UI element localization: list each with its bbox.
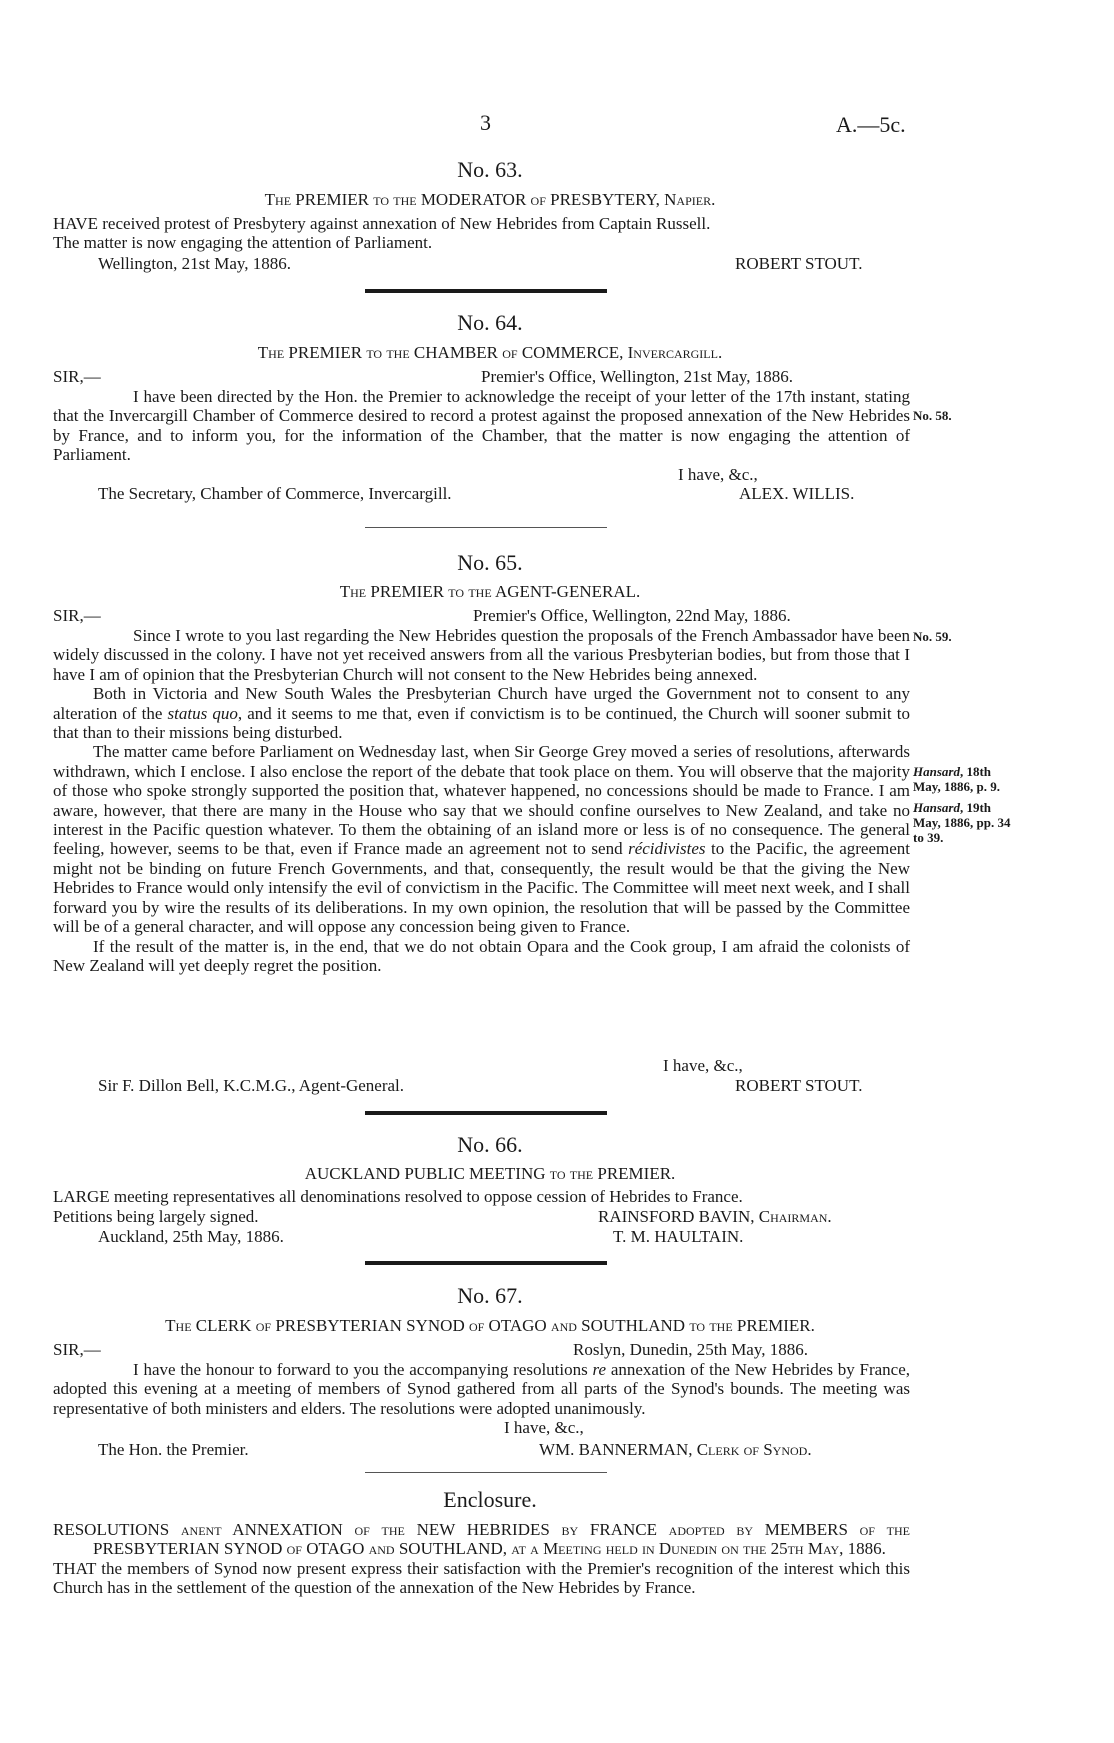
enclosure-resolutions-title: RESOLUTIONS anent ANNEXATION of the NEW HEBRIDES by FRANCE adopted by MEMBERS of the PRESBYTERIAN SYNOD of OTAGO and SOUTHLAND, at a Meeting held in Dunedin on the 25th May, 1886.	[53, 1520, 910, 1559]
doc-65-margin-note-3	[913, 800, 1013, 845]
doc-67-closing: I have, &c.,	[498, 1418, 584, 1438]
doc-65-p3-b: to the Pacific, the agreement might not be binding on future French Governments, and that, consequently, the result would be that the giving the New Hebrides to France would only intensify the evil of convictism in the Pacific. The Committee will meet next week, and I shall forward you by wire the results of its deliberations. In my own opinion, the resolution that will be passed by the Committee will be of a general character, and will oppose any concession being given to France.	[53, 839, 910, 937]
doc-63-number: No. 63.	[457, 157, 523, 182]
divider-66-67	[365, 1261, 607, 1265]
doc-67-body-a: I have the honour to forward to you the accompanying resolutions	[133, 1360, 593, 1379]
doc-67-address: Roslyn, Dunedin, 25th May, 1886.	[573, 1340, 809, 1359]
doc-65-p2-a: Both in Victoria and New South Wales the Presbyterian Church have urged the Government not to consent to any alteration of the	[53, 684, 910, 723]
doc-65-margin-note-2	[913, 764, 1013, 794]
doc-67-body-b: annexation of the New Hebrides by France, adopted this evening at a meeting of members of Synod gathered from all parts of the Synod's bounds. The meeting was representative of both ministers and elders. The resolutions were adopted unanimously.	[53, 1360, 911, 1418]
doc-63-place-date: Wellington, 21st May, 1886.	[98, 254, 292, 273]
doc-66-number: No. 66.	[457, 1132, 523, 1157]
enclosure-heading: Enclosure.	[443, 1487, 537, 1512]
doc-65-addressee: Sir F. Dillon Bell, K.C.M.G., Agent-General.	[98, 1076, 405, 1095]
divider-65-66	[365, 1111, 607, 1115]
doc-63-signature: ROBERT STOUT.	[735, 254, 863, 273]
doc-64-address: Premier's Office, Wellington, 21st May, 1886.	[481, 367, 794, 386]
divider-67-enclosure	[365, 1472, 607, 1473]
doc-65-body	[53, 626, 910, 975]
doc-65-p3-italic: récidivistes	[628, 839, 706, 859]
doc-64-margin-note: No. 58.	[913, 408, 952, 423]
doc-65-paragraph-1: Since I wrote to you last regarding the New Hebrides question the proposals of the French Ambassador have been widely discussed in the colony. I have not yet received answers from all the various Presbyterian bodies, but from those that I have I am of opinion that the Presbyterian Church will not consent to the New Hebrides being annexed.	[53, 626, 910, 684]
doc-65-closing: I have, &c.,	[663, 1056, 743, 1075]
doc-65-title: The PREMIER to the AGENT-GENERAL.	[339, 582, 641, 601]
doc-65-salutation: SIR,—	[53, 606, 101, 625]
doc-67-number: No. 67.	[457, 1283, 523, 1308]
doc-64-signature: ALEX. WILLIS.	[739, 484, 855, 503]
doc-66-body	[53, 1187, 910, 1206]
doc-67-body	[53, 1360, 910, 1418]
doc-65-p2-b: , and it seems to me that, even if convictism is to be continued, the Church will sooner submit to that than to their missions being disturbed.	[53, 703, 910, 743]
doc-65-margin-note-1: No. 59.	[913, 629, 952, 644]
doc-63-body	[53, 214, 910, 253]
doc-64-body	[53, 387, 910, 465]
doc-64-addressee: The Secretary, Chamber of Commerce, Invercargill.	[98, 484, 452, 503]
page-number: 3	[480, 110, 491, 135]
doc-65-p3-a: The matter came before Parliament on Wednesday last, when Sir George Grey moved a series of resolutions, afterwards withdrawn, which I enclose. I also enclose the report of the debate that took place on them. You will observe that the majority of those who spoke strongly supported the position that, whatever happened, no concessions should be made to France. I am aware, however, that there are many in the House who say that we should confine ourselves to New Zealand, and take no interest in the Pacific question whatever. To them the obtaining of an island more or less is of no consequence. The general feeling, however, seems to be that, even if France made an agreement not to send	[53, 742, 910, 859]
doc-65-margin-2-rest: , 18th May, 1886, p. 9.	[913, 764, 1001, 794]
doc-65-signature: ROBERT STOUT.	[735, 1076, 863, 1095]
doc-65-paragraph-2	[53, 684, 910, 742]
divider-64-65	[365, 527, 607, 528]
document-reference: A.—5c.	[836, 112, 906, 137]
doc-66-signature: T. M. HAULTAIN.	[613, 1227, 744, 1246]
doc-64-closing: I have, &c.,	[678, 465, 758, 484]
doc-65-margin-3-italic: Hansard	[913, 800, 960, 815]
doc-65-p2-italic: status quo	[167, 703, 238, 723]
doc-64-paragraph: I have been directed by the Hon. the Premier to acknowledge the receipt of your letter of the 17th instant, stating that the Invercargill Chamber of Commerce desired to record a protest against the proposed annexation of the New Hebrides by France, and to inform you, for the information of the Chamber, that the matter is now engaging the attention of Parliament.	[53, 387, 910, 465]
enclosure-resolution-1: THAT the members of Synod now present express their satisfaction with the Premier's recognition of the interest which this Church has in the settlement of the question of the annexation of the New Hebrides by France.	[53, 1558, 910, 1598]
doc-65-paragraph-4: If the result of the matter is, in the end, that we do not obtain Opara and the Cook group, I am afraid the colonists of New Zealand will yet deeply regret the position.	[53, 936, 910, 975]
doc-66-chairman: RAINSFORD BAVIN, Chairman.	[598, 1207, 832, 1226]
doc-65-number: No. 65.	[457, 550, 523, 575]
doc-67-body-italic: re	[592, 1360, 607, 1379]
doc-63-line-1: HAVE received protest of Presbytery against annexation of New Hebrides from Captain Russell.	[53, 214, 711, 233]
doc-66-title: AUCKLAND PUBLIC MEETING to the PREMIER.	[304, 1164, 676, 1183]
doc-63-title: The PREMIER to the MODERATOR of PRESBYTERY, Napier.	[264, 190, 716, 209]
doc-67-salutation: SIR,—	[53, 1340, 101, 1359]
doc-64-salutation: SIR,—	[53, 367, 101, 386]
doc-66-petitions: Petitions being largely signed.	[53, 1207, 259, 1226]
doc-63-line-2: The matter is now engaging the attention of Parliament.	[53, 233, 433, 253]
enclosure-body	[53, 1520, 910, 1598]
doc-64-number: No. 64.	[457, 310, 523, 335]
divider-63-64	[365, 289, 607, 293]
doc-65-paragraph-3	[53, 742, 910, 936]
doc-64-title: The PREMIER to the CHAMBER of COMMERCE, Invercargill.	[257, 343, 723, 362]
doc-67-signature: WM. BANNERMAN, Clerk of Synod.	[539, 1440, 812, 1459]
doc-66-place-date: Auckland, 25th May, 1886.	[98, 1227, 284, 1246]
doc-66-line-1: LARGE meeting representatives all denominations resolved to oppose cession of Hebrides to France.	[53, 1187, 743, 1206]
doc-67-title: The CLERK of PRESBYTERIAN SYNOD of OTAGO and SOUTHLAND to the PREMIER.	[165, 1316, 815, 1335]
doc-67-addressee: The Hon. the Premier.	[98, 1440, 249, 1459]
doc-67-paragraph	[53, 1360, 910, 1418]
doc-65-address: Premier's Office, Wellington, 22nd May, 1886.	[473, 606, 791, 625]
doc-65-margin-3-rest: , 19th May, 1886, pp. 34 to 39.	[913, 800, 1011, 845]
doc-65-margin-2-italic: Hansard	[913, 764, 960, 779]
